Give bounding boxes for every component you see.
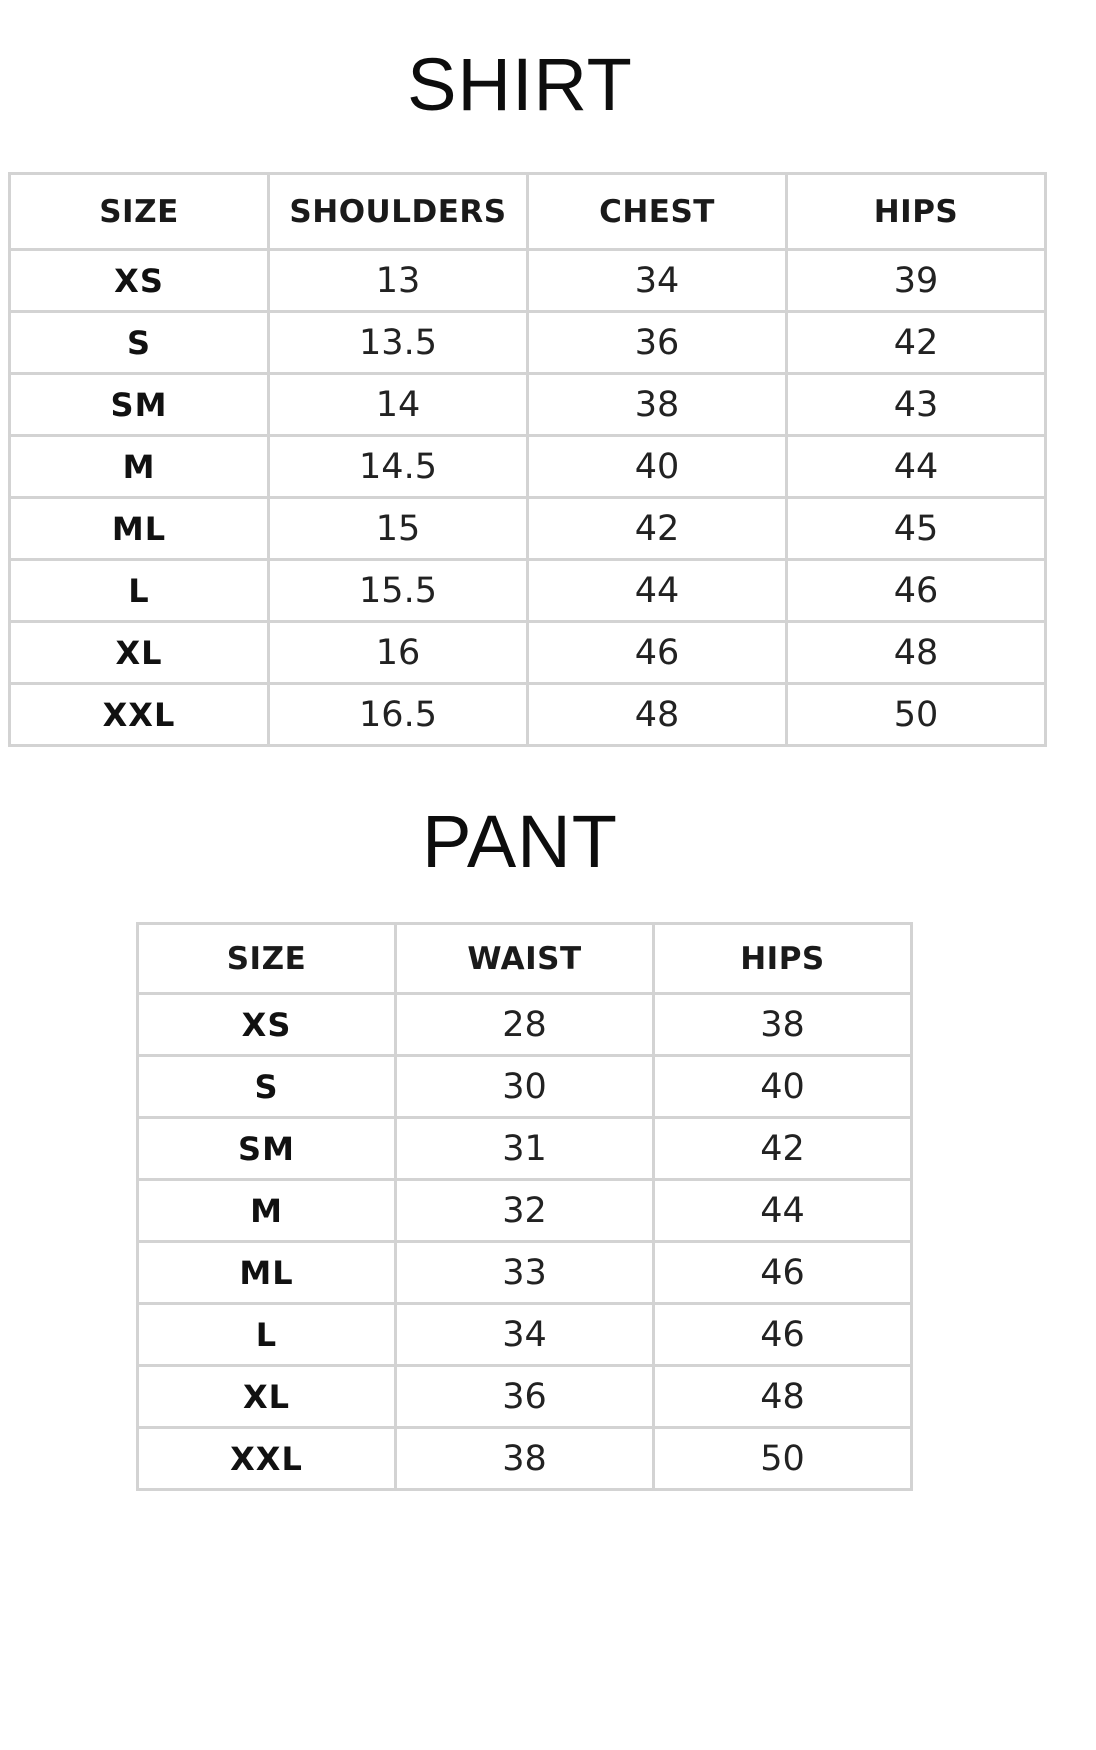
hips-cell: 46 [787, 560, 1046, 622]
shoulders-cell: 13 [269, 250, 528, 312]
waist-cell: 30 [396, 1056, 654, 1118]
shirt-title: SHIRT [407, 43, 633, 126]
size-cell: XS [10, 250, 269, 312]
table-row [138, 1428, 912, 1490]
waist-cell: 38 [396, 1428, 654, 1490]
hips-cell: 48 [787, 622, 1046, 684]
hips-cell: 44 [654, 1180, 912, 1242]
chest-cell: 48 [528, 684, 787, 746]
header-chest: CHEST [528, 174, 787, 250]
hips-cell: 50 [787, 684, 1046, 746]
size-cell: S [10, 312, 269, 374]
hips-cell: 42 [787, 312, 1046, 374]
table-row [10, 498, 1046, 560]
header-size: SIZE [10, 174, 269, 250]
size-cell: XXL [10, 684, 269, 746]
chest-cell: 46 [528, 622, 787, 684]
chest-cell: 36 [528, 312, 787, 374]
pant-header-row [138, 924, 912, 994]
shoulders-cell: 14.5 [269, 436, 528, 498]
size-cell: XS [138, 994, 396, 1056]
header-waist: WAIST [396, 924, 654, 994]
size-cell: ML [10, 498, 269, 560]
hips-cell: 39 [787, 250, 1046, 312]
table-row [10, 436, 1046, 498]
pant-size-table [136, 922, 913, 1491]
table-row [10, 560, 1046, 622]
shoulders-cell: 13.5 [269, 312, 528, 374]
table-row [138, 994, 912, 1056]
hips-cell: 46 [654, 1242, 912, 1304]
size-cell: SM [10, 374, 269, 436]
table-row [138, 1304, 912, 1366]
pant-title: PANT [422, 800, 618, 883]
table-row [138, 1366, 912, 1428]
table-row [10, 684, 1046, 746]
table-row [138, 1242, 912, 1304]
waist-cell: 36 [396, 1366, 654, 1428]
waist-cell: 31 [396, 1118, 654, 1180]
header-hips: HIPS [654, 924, 912, 994]
hips-cell: 46 [654, 1304, 912, 1366]
shirt-size-table [8, 172, 1047, 747]
header-hips: HIPS [787, 174, 1046, 250]
size-cell: M [138, 1180, 396, 1242]
shirt-header-row [10, 174, 1046, 250]
size-cell: ML [138, 1242, 396, 1304]
waist-cell: 34 [396, 1304, 654, 1366]
hips-cell: 38 [654, 994, 912, 1056]
table-row [10, 622, 1046, 684]
shoulders-cell: 16.5 [269, 684, 528, 746]
table-row [138, 1056, 912, 1118]
hips-cell: 45 [787, 498, 1046, 560]
chest-cell: 34 [528, 250, 787, 312]
header-size: SIZE [138, 924, 396, 994]
chest-cell: 44 [528, 560, 787, 622]
shoulders-cell: 16 [269, 622, 528, 684]
hips-cell: 48 [654, 1366, 912, 1428]
table-row [10, 312, 1046, 374]
size-cell: L [10, 560, 269, 622]
shoulders-cell: 15.5 [269, 560, 528, 622]
hips-cell: 43 [787, 374, 1046, 436]
hips-cell: 42 [654, 1118, 912, 1180]
size-cell: XL [138, 1366, 396, 1428]
hips-cell: 50 [654, 1428, 912, 1490]
chest-cell: 40 [528, 436, 787, 498]
chest-cell: 42 [528, 498, 787, 560]
shoulders-cell: 15 [269, 498, 528, 560]
table-row [138, 1180, 912, 1242]
table-row [138, 1118, 912, 1180]
waist-cell: 32 [396, 1180, 654, 1242]
table-row [10, 250, 1046, 312]
size-cell: XL [10, 622, 269, 684]
header-shoulders: SHOULDERS [269, 174, 528, 250]
hips-cell: 44 [787, 436, 1046, 498]
size-cell: M [10, 436, 269, 498]
chest-cell: 38 [528, 374, 787, 436]
shoulders-cell: 14 [269, 374, 528, 436]
waist-cell: 28 [396, 994, 654, 1056]
table-row [10, 374, 1046, 436]
hips-cell: 40 [654, 1056, 912, 1118]
size-cell: XXL [138, 1428, 396, 1490]
size-cell: SM [138, 1118, 396, 1180]
size-cell: S [138, 1056, 396, 1118]
size-cell: L [138, 1304, 396, 1366]
waist-cell: 33 [396, 1242, 654, 1304]
